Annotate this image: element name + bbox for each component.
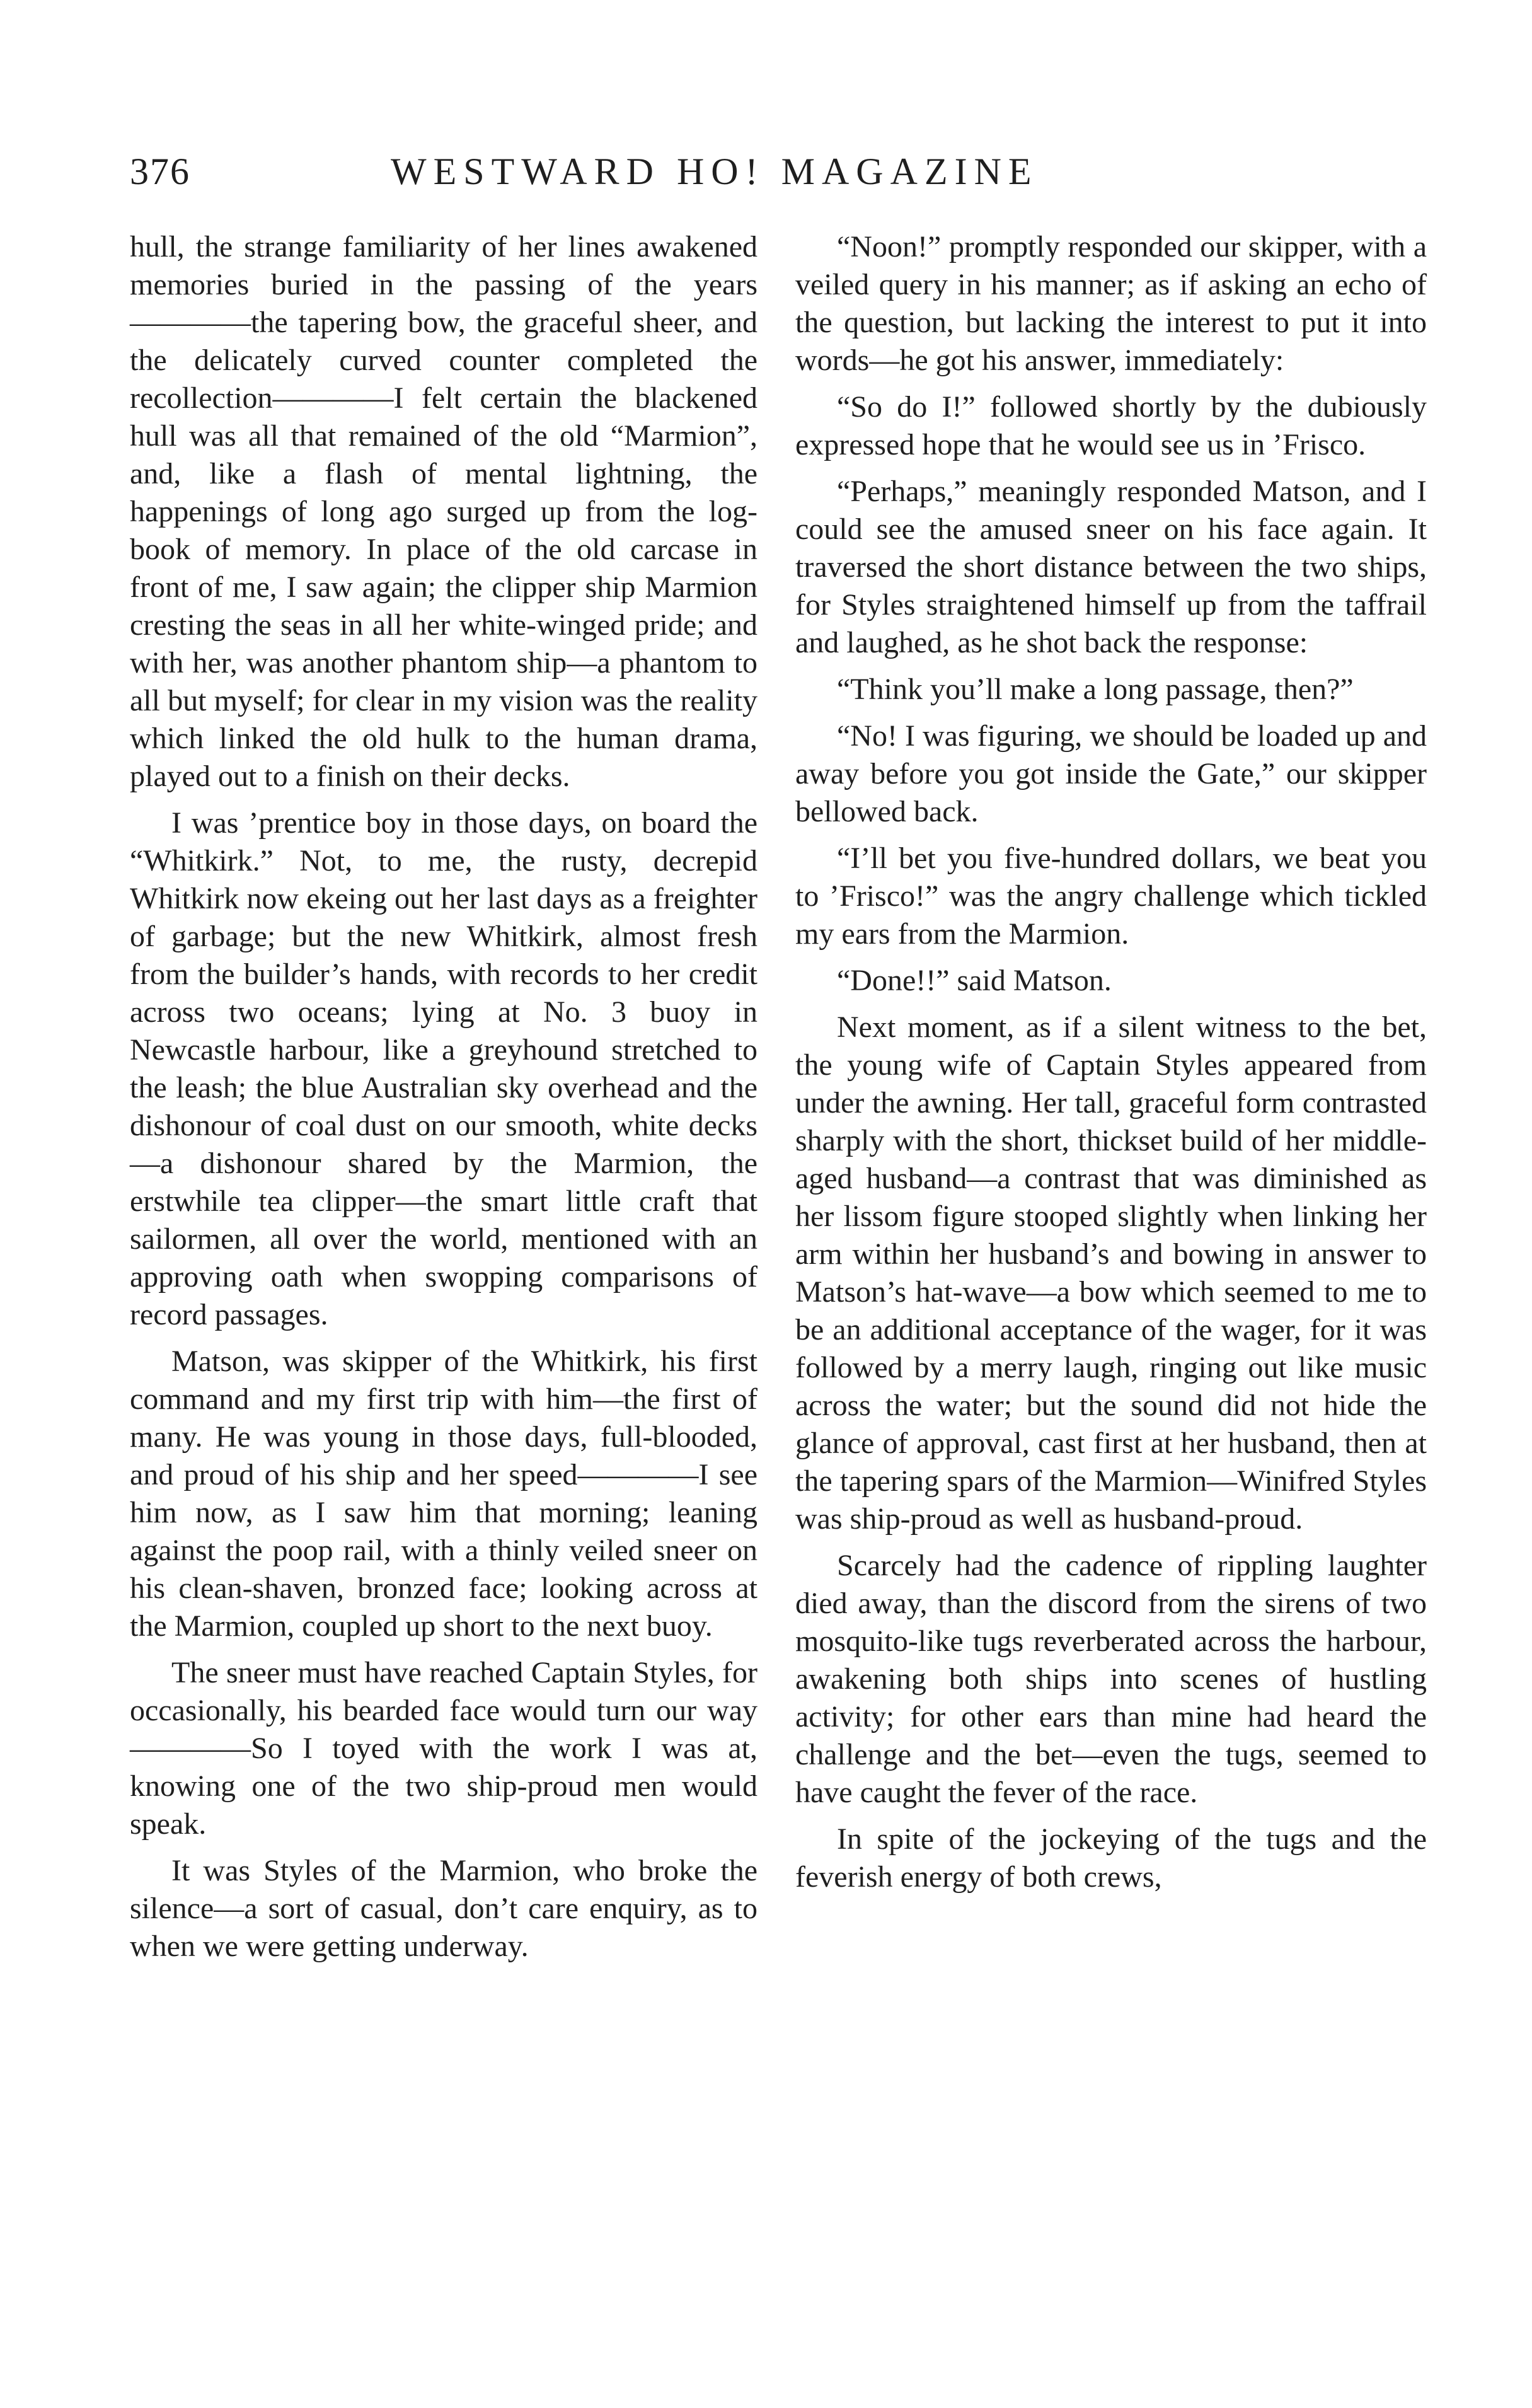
paragraph: “Perhaps,” meaningly responded Matson, and I could see the amused sneer on his face again. It traversed the short distance between the two ships, for Styles straightened himself up from the taffrail and laughed, as he shot back the response: bbox=[795, 475, 1427, 659]
paragraph: “Done!!” said Matson. bbox=[837, 964, 1112, 997]
paragraph: It was Styles of the Marmion, who broke the silence—a sort of casual, don’t care enquiry, as to when we were getting underway. bbox=[130, 1854, 757, 1963]
paragraph: I was ’prentice boy in those days, on board the “Whitkirk.” Not, to me, the rusty, decrepid Whitkirk now ekeing out her last days as a freighter of garbage; but the new Whitkirk, almost fresh from the builder’s hands, with records to her credit across two oceans; lying at No. 3 buoy in Newcastle harbour, like a greyhound stretched to the leash; the blue Australian sky overhead and the dishonour of coal dust on our smooth, white decks—a dishonour shared by the Marmion, the erstwhile tea clipper—the smart little craft that sailormen, all over the world, mentioned with an approving oath when swopping comparisons of record passages. bbox=[130, 806, 757, 1331]
paragraph: “Noon!” promptly responded our skipper, with a veiled query in his manner; as if asking an echo of the question, but lacking the interest to put it into words—he got his answer, immediately: bbox=[795, 230, 1427, 377]
right-column bbox=[795, 228, 1427, 1905]
paragraph: In spite of the jockeying of the tugs and the feverish energy of both crews, bbox=[795, 1822, 1427, 1894]
paragraph: The sneer must have reached Captain Styles, for occasionally, his bearded face would turn our way————So I toyed with the work I was at, knowing one of the two ship-proud men would speak. bbox=[130, 1656, 757, 1841]
page-number: 376 bbox=[130, 151, 190, 192]
paragraph: “So do I!” followed shortly by the dubiously expressed hope that he would see us in ’Frisco. bbox=[795, 390, 1427, 461]
paragraph: “Think you’ll make a long passage, then?” bbox=[837, 673, 1354, 706]
paragraph: “No! I was figuring, we should be loaded up and away before you got inside the Gate,” our skipper bellowed back. bbox=[795, 719, 1427, 828]
running-title: WESTWARD HO! MAGAZINE bbox=[391, 151, 1039, 192]
paragraph: “I’ll bet you five-hundred dollars, we beat you to ’Frisco!” was the angry challenge which tickled my ears from the Marmion. bbox=[795, 842, 1427, 951]
left-column bbox=[130, 228, 757, 1974]
paragraph: hull, the strange familiarity of her lines awakened memories buried in the passing of the years————the tapering bow, the graceful sheer, and the delicately curved counter completed the recollection————I felt certain the blackened hull was all that remained of the old “Marmion”, and, like a flash of mental lightning, the happenings of long ago surged up from the log-book of memory. In place of the old carcase in front of me, I saw again; the clipper ship Marmion cresting the seas in all her white-winged pride; and with her, was another phantom ship—a phantom to all but myself; for clear in my vision was the reality which linked the old hulk to the human drama, played out to a finish on their decks. bbox=[130, 230, 757, 793]
paragraph: Next moment, as if a silent witness to the bet, the young wife of Captain Styles appeared from under the awning. Her tall, graceful form contrasted sharply with the short, thickset build of her middle-aged husband—a contrast that was diminished as her lissom figure stooped slightly when linking her arm within her husband’s and bowing in answer to Matson’s hat-wave—a bow which seemed to me to be an additional acceptance of the wager, for it was followed by a merry laugh, ringing out like music across the water; but the sound did not hide the glance of approval, cast first at her husband, then at the tapering spars of the Marmion—Winifred Styles was ship-proud as well as husband-proud. bbox=[795, 1010, 1427, 1536]
paragraph: Matson, was skipper of the Whitkirk, his first command and my first trip with him—the first of many. He was young in those days, full-blooded, and proud of his ship and her speed————I see him now, as I saw him that morning; leaning against the poop rail, with a thinly veiled sneer on his clean-shaven, bronzed face; looking across at the Marmion, coupled up short to the next buoy. bbox=[130, 1345, 757, 1643]
paragraph: Scarcely had the cadence of rippling laughter died away, than the discord from the sirens of two mosquito-like tugs reverberated across the harbour, awakening both ships into scenes of hustling activity; for other ears than mine had heard the challenge and the bet—even the tugs, seemed to have caught the fever of the race. bbox=[795, 1549, 1427, 1809]
